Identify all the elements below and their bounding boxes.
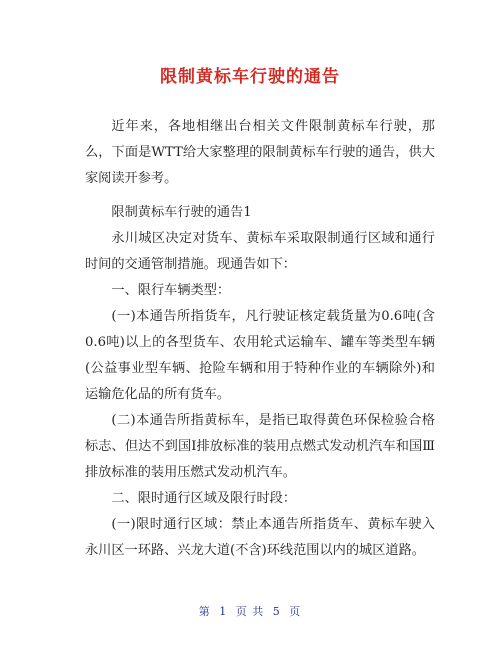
section-heading-restricted-area: 二、限时通行区域及限行时段： bbox=[111, 491, 297, 506]
section-heading-vehicle-types: 一、限行车辆类型： bbox=[111, 283, 231, 298]
clause-yellow-label-vehicles: (二)本通告所指黄标车，是指已取得黄色环保检验合格标志、但达不到国Ⅰ排放标准的装用点燃式发动机汽车和国Ⅲ排放标准的装用压燃式发动机汽车。 bbox=[85, 413, 435, 480]
notice-paragraph: 永川城区决定对货车、黄标车采取限制通行区域和通行时间的交通管制措施。现通告如下： bbox=[85, 231, 435, 272]
clause-trucks: (一)本通告所指货车，凡行驶证核定载货量为0.6吨(含0.6吨)以上的各型货车、农用轮式运输车、罐车等类型车辆(公益事业型车辆、抢险车辆和用于特种作业的车辆除外)和运输危化品的所有货车。 bbox=[85, 309, 435, 402]
footer-prefix: 第 bbox=[198, 605, 211, 618]
document-body bbox=[85, 114, 435, 564]
intro-paragraph: 近年来，各地相继出台相关文件限制黄标车行驶，那么，下面是WTT给大家整理的限制黄标车行驶的通告，供大家阅读开参考。 bbox=[85, 119, 435, 186]
clause-restricted-area: (一)限时通行区域：禁止本通告所指货车、黄标车驶入永川区一环路、兴龙大道(不含)环线范围以内的城区道路。 bbox=[85, 517, 435, 558]
document-title: 限制黄标车行驶的通告 bbox=[160, 67, 340, 87]
page-number-footer bbox=[0, 603, 500, 619]
notice-heading: 限制黄标车行驶的通告1 bbox=[111, 205, 252, 220]
footer-total-pages: 5 bbox=[272, 605, 281, 618]
footer-current-page: 1 bbox=[219, 605, 228, 618]
footer-suffix: 页 bbox=[289, 605, 302, 618]
footer-middle: 页 共 bbox=[235, 605, 265, 618]
